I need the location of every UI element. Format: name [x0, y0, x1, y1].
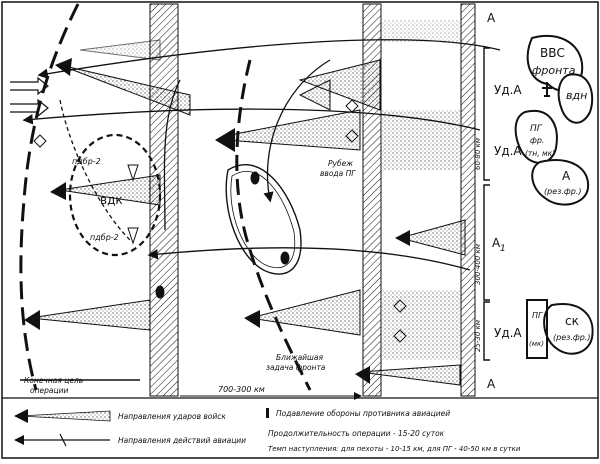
legend-strike-swatch [20, 411, 110, 421]
width-upper-label: 60-80 км [474, 137, 482, 170]
pg-top-sub2: (тн, мк) [525, 149, 556, 158]
depth-total-label: 700-300 км [218, 385, 265, 394]
pg-top-sub1: фр. [530, 136, 545, 145]
vvs-label: ВВС [540, 46, 565, 60]
width-main-label: 300-400 км [474, 244, 482, 285]
ud-army-mid-label: Уд.А [494, 144, 522, 158]
sk-sub: (рез.фр.) [553, 333, 591, 342]
legend-suppression-swatch [266, 408, 269, 418]
ud-army-bottom-label: Уд.А [494, 326, 522, 340]
width-lower-label: 25-30 км [474, 319, 482, 352]
army-brackets [484, 48, 490, 360]
pg-top-label: ПГ [530, 124, 542, 134]
legend-aviation-text: Направления действий авиации [118, 436, 247, 445]
left-outline-arrows [10, 78, 48, 116]
final-goal-label-1: Конечная цель [24, 376, 84, 385]
army-reserve-sub: (рез.фр.) [544, 187, 582, 196]
sk-label: ск [565, 314, 579, 328]
nearest-task-label-2: задача фронта [266, 363, 326, 372]
pg-bottom-sub: (мк) [529, 340, 544, 348]
intro-line-label-2: ввода ПГ [320, 169, 356, 178]
pdbr-top-label: пдбр-2 [72, 157, 101, 166]
army-second-label: А [492, 236, 501, 250]
legend-suppression-text: Подавление обороны противника авиацией [276, 409, 451, 418]
legend-strike-text: Направления ударов войск [118, 412, 226, 421]
legend-tempo-text: Темп наступления: для пехоты - 10-15 км, для ПГ - 40-50 км в сутки [268, 445, 521, 453]
final-goal-label-2: операции [30, 386, 69, 395]
vdk-label: вдк [100, 193, 123, 207]
legend-duration-text: Продолжительность операции - 15-20 суток [268, 429, 445, 438]
legend [14, 408, 521, 453]
army-reserve-letter: А [562, 169, 571, 183]
pdbr-bottom-label: пдбр-2 [90, 233, 119, 242]
army-bottom-label: А [487, 377, 496, 391]
vvs-front-label: фронта [532, 64, 576, 77]
reserve-blobs [516, 36, 593, 358]
intro-line-label-1: Рубеж [328, 159, 353, 168]
map-labels [24, 11, 591, 395]
army-second-sub: 1 [500, 244, 506, 254]
army-top-label: А [487, 11, 496, 25]
assembly-zones [381, 20, 461, 360]
airborne-right-label: вдн [566, 89, 588, 102]
ud-army-top-label: Уд.А [494, 83, 522, 97]
nearest-task-label-1: Ближайшая [276, 353, 324, 362]
pg-bottom-label: ПГ [532, 311, 543, 320]
